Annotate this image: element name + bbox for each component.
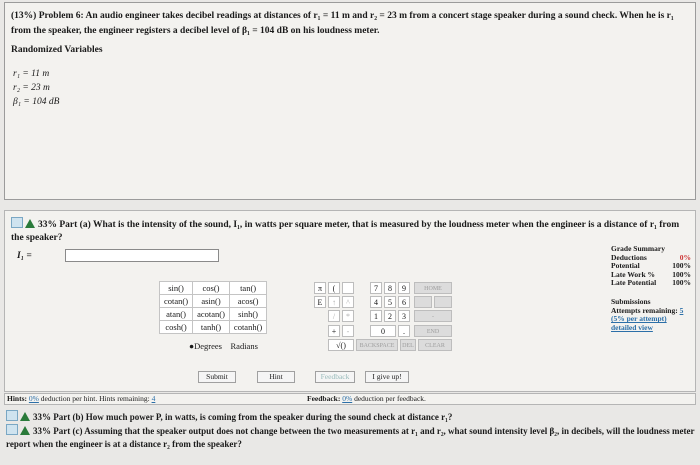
pi-button[interactable]: π: [314, 282, 326, 294]
expand-icon[interactable]: [6, 424, 18, 435]
feedback-info: [307, 394, 426, 403]
divide-button[interactable]: /: [328, 310, 340, 322]
part-a-text: 33% Part (a) What is the intensity of the sound, I₁, in watts per square meter, that is measured by the loudness meter when the engineer is a distance of r₁ from the speaker?: [11, 220, 680, 243]
give-up-button[interactable]: I give up!: [365, 371, 409, 383]
digit-3-button[interactable]: 3: [398, 310, 410, 322]
asin-button[interactable]: asin(): [193, 295, 230, 308]
sqrt-button[interactable]: √(): [328, 339, 354, 351]
expand-icon[interactable]: [11, 217, 23, 228]
caret-button[interactable]: ^: [342, 296, 354, 308]
feedback-text: deduction per feedback.: [354, 394, 426, 403]
digit-0-button[interactable]: 0: [370, 325, 396, 337]
warning-icon: [20, 426, 30, 435]
cosh-button[interactable]: cosh(): [160, 321, 193, 334]
acotan-button[interactable]: acotan(): [193, 308, 230, 321]
hints-text: deduction per hint. Hints remaining:: [40, 394, 150, 403]
attempts-label: Attempts remaining:: [611, 305, 678, 315]
backspace-button[interactable]: BACKSPACE: [356, 339, 398, 351]
plus-button[interactable]: +: [328, 325, 340, 337]
warning-icon: [20, 412, 30, 421]
digit-1-button[interactable]: 1: [370, 310, 382, 322]
variable-r1: r₁ = 11 m: [13, 69, 50, 79]
part-b-question[interactable]: [6, 410, 452, 422]
late-potential-value: 100%: [672, 278, 691, 288]
angle-mode: [189, 341, 258, 351]
feedback-pct: 0%: [342, 394, 353, 403]
per-attempt: (5% per attempt): [611, 314, 667, 324]
up-button[interactable]: ↑: [328, 296, 340, 308]
part-b-text: 33% Part (b) How much power P, in watts, is coming from the speaker during the sound check at distance r₁?: [33, 412, 453, 422]
calculator: [159, 281, 445, 351]
radians-label[interactable]: Radians: [230, 341, 258, 351]
digit-6-button[interactable]: 6: [398, 296, 410, 308]
tanh-button[interactable]: tanh(): [193, 321, 230, 334]
attempts-value: 5: [679, 305, 684, 315]
hints-info: [7, 394, 155, 403]
grade-summary-title: Grade Summary: [611, 244, 665, 253]
late-work-label: Late Work %: [611, 269, 656, 279]
answer-label: I₁ =: [17, 251, 32, 261]
hints-label: Hints:: [7, 394, 28, 403]
submit-button[interactable]: Submit: [198, 371, 236, 383]
acos-button[interactable]: acos(): [229, 295, 266, 308]
end-button[interactable]: END: [414, 325, 452, 337]
right-arrow-button[interactable]: [434, 296, 452, 308]
part-a-panel: [4, 210, 696, 392]
digit-9-button[interactable]: 9: [398, 282, 410, 294]
digit-7-button[interactable]: 7: [370, 282, 382, 294]
hint-button[interactable]: Hint: [257, 371, 295, 383]
dot-button[interactable]: .: [398, 325, 410, 337]
variable-beta1: β₁ = 104 dB: [13, 97, 60, 107]
part-a-question: [11, 217, 691, 245]
e-button[interactable]: E: [314, 296, 326, 308]
part-c-question[interactable]: [6, 424, 696, 451]
hints-remaining: 4: [151, 394, 156, 403]
del-button[interactable]: DEL: [400, 339, 416, 351]
expand-icon[interactable]: [6, 410, 18, 421]
left-paren-button[interactable]: (: [328, 282, 340, 294]
sin-button[interactable]: sin(): [160, 282, 193, 295]
home-button[interactable]: HOME: [414, 282, 452, 294]
cos-button[interactable]: cos(): [193, 282, 230, 295]
hints-pct: 0%: [28, 394, 39, 403]
problem-statement: (13%) Problem 6: An audio engineer takes decibel readings at distances of r₁ = 11 m and r₂ = 23 m from a concert stage speaker during a sound check. When he is r₁ from the speaker, the engineer registers a decibel level of β₁ = 104 dB on his loudness meter.: [11, 11, 674, 36]
problem-panel: [4, 2, 696, 200]
digit-8-button[interactable]: 8: [384, 282, 396, 294]
digit-5-button[interactable]: 5: [384, 296, 396, 308]
late-work-value: 100%: [672, 269, 691, 279]
submissions-title: Submissions: [611, 296, 651, 306]
deductions-value: 0%: [679, 252, 691, 262]
digit-2-button[interactable]: 2: [384, 310, 396, 322]
grade-summary: [611, 245, 691, 332]
multiply-button[interactable]: *: [342, 310, 354, 322]
degrees-radio[interactable]: ●: [189, 341, 195, 351]
deductions-label: Deductions: [611, 252, 647, 262]
tan-button[interactable]: tan(): [229, 282, 266, 295]
potential-label: Potential: [611, 261, 640, 271]
warning-icon: [25, 219, 35, 228]
randomized-variables-title: Randomized Variables: [11, 45, 103, 55]
degrees-label: Degrees: [194, 341, 222, 351]
digit-4-button[interactable]: 4: [370, 296, 382, 308]
right-paren-button[interactable]: [342, 282, 354, 294]
clear-button[interactable]: CLEAR: [418, 339, 452, 351]
left-arrow-button[interactable]: [414, 296, 432, 308]
cotan-button[interactable]: cotan(): [160, 295, 193, 308]
atan-button[interactable]: atan(): [160, 308, 193, 321]
detailed-view-link[interactable]: detailed view: [611, 322, 653, 332]
answer-input[interactable]: [65, 249, 219, 262]
feedback-button[interactable]: Feedback: [315, 371, 355, 383]
minus-button[interactable]: -: [342, 325, 354, 337]
cotanh-button[interactable]: cotanh(): [229, 321, 266, 334]
variable-r2: r₂ = 23 m: [13, 83, 50, 93]
potential-value: 100%: [672, 261, 691, 271]
late-potential-label: Late Potential: [611, 278, 657, 288]
minus-key-button[interactable]: -: [414, 310, 452, 322]
feedback-label: Feedback:: [307, 394, 341, 403]
sinh-button[interactable]: sinh(): [229, 308, 266, 321]
function-grid: [159, 281, 267, 334]
part-c-text: 33% Part (c) Assuming that the speaker output does not change between the two measurements at r₁ and r₂, what sound intensity level β₂, in decibels, will the loudness meter report when the engineer is at a distance r₂ from the speaker?: [6, 426, 695, 449]
hints-feedback-bar: [4, 393, 696, 405]
